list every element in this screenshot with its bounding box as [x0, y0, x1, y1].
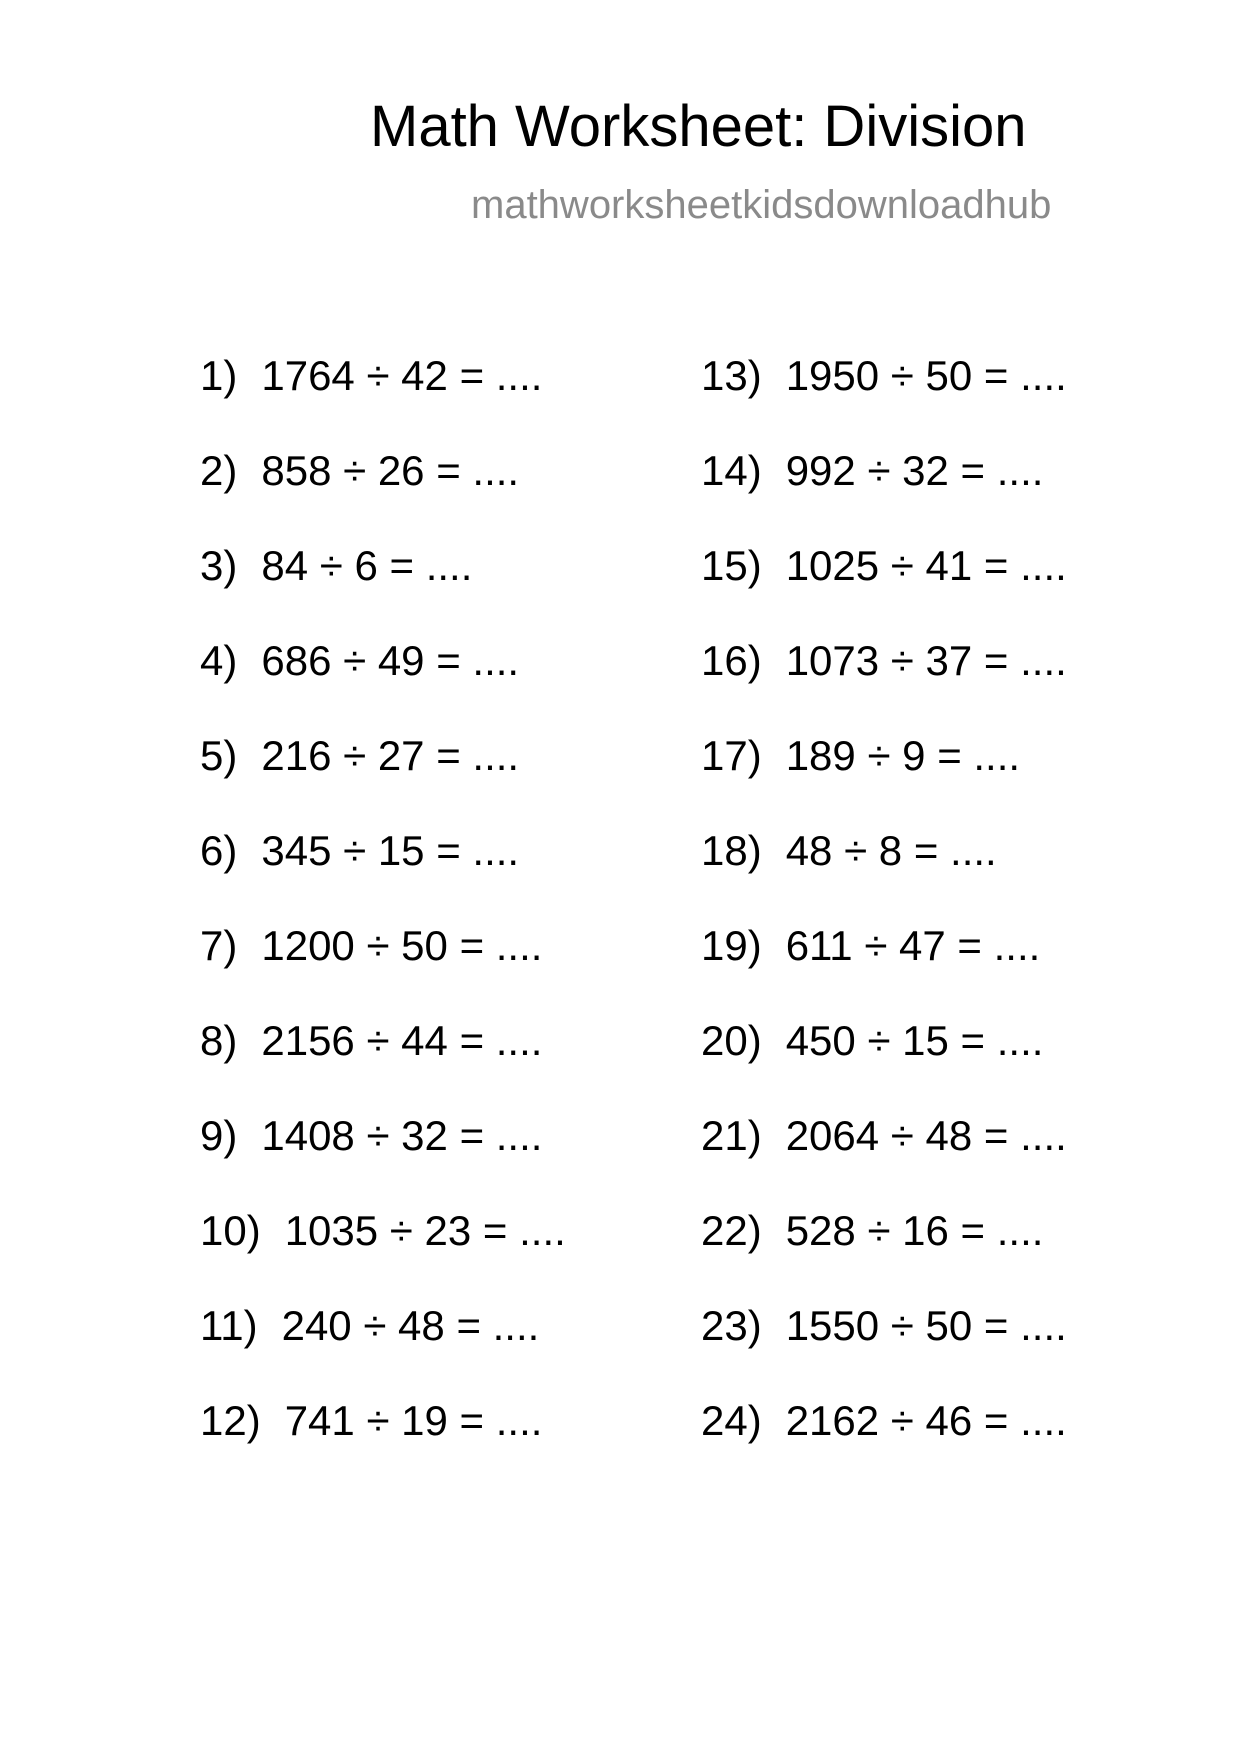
problem-item — [701, 447, 1067, 542]
problem-number: 3) — [200, 542, 238, 589]
problem-expression: 1550 ÷ 50 = .... — [785, 1302, 1067, 1349]
problem-number: 23) — [701, 1302, 762, 1349]
problem-number: 4) — [200, 637, 238, 684]
problem-item — [200, 352, 566, 447]
problem-item — [200, 1017, 566, 1112]
problem-expression: 1950 ÷ 50 = .... — [785, 352, 1067, 399]
problem-number: 15) — [701, 542, 762, 589]
problem-item — [200, 732, 566, 827]
problem-item — [701, 827, 1067, 922]
problem-item — [701, 352, 1067, 447]
problem-expression: 1764 ÷ 42 = .... — [261, 352, 543, 399]
problem-expression: 345 ÷ 15 = .... — [261, 827, 520, 874]
problem-item — [701, 922, 1067, 1017]
problem-item — [200, 827, 566, 922]
problem-column-left — [200, 352, 566, 1492]
problem-expression: 992 ÷ 32 = .... — [785, 447, 1044, 494]
problem-number: 8) — [200, 1017, 238, 1064]
problem-number: 21) — [701, 1112, 762, 1159]
problem-item — [701, 732, 1067, 827]
problem-number: 10) — [200, 1207, 261, 1254]
problem-expression: 1025 ÷ 41 = .... — [785, 542, 1067, 589]
problem-column-right — [701, 352, 1067, 1492]
problem-number: 18) — [701, 827, 762, 874]
problem-item — [200, 1207, 566, 1302]
page-title: Math Worksheet: Division — [370, 94, 1027, 159]
problem-item — [200, 1112, 566, 1207]
problem-expression: 528 ÷ 16 = .... — [785, 1207, 1044, 1254]
problem-expression: 48 ÷ 8 = .... — [785, 827, 997, 874]
problem-item — [701, 1302, 1067, 1397]
problem-expression: 216 ÷ 27 = .... — [261, 732, 520, 779]
problem-number: 5) — [200, 732, 238, 779]
problem-number: 1) — [200, 352, 238, 399]
problem-item — [200, 637, 566, 732]
problem-number: 7) — [200, 922, 238, 969]
problem-number: 11) — [200, 1302, 258, 1349]
problem-expression: 1200 ÷ 50 = .... — [261, 922, 543, 969]
problem-expression: 189 ÷ 9 = .... — [785, 732, 1021, 779]
problem-expression: 84 ÷ 6 = .... — [261, 542, 473, 589]
problem-expression: 611 ÷ 47 = .... — [785, 922, 1041, 969]
problem-expression: 1073 ÷ 37 = .... — [785, 637, 1067, 684]
problem-expression: 1035 ÷ 23 = .... — [284, 1207, 566, 1254]
problem-item — [200, 1302, 566, 1397]
problem-item — [200, 447, 566, 542]
problem-number: 24) — [701, 1397, 762, 1444]
problem-number: 14) — [701, 447, 762, 494]
problem-expression: 1408 ÷ 32 = .... — [261, 1112, 543, 1159]
problem-expression: 2156 ÷ 44 = .... — [261, 1017, 543, 1064]
problem-number: 12) — [200, 1397, 261, 1444]
problem-item — [701, 1017, 1067, 1112]
problem-item — [701, 637, 1067, 732]
problem-number: 19) — [701, 922, 762, 969]
problem-item — [701, 542, 1067, 637]
problem-number: 16) — [701, 637, 762, 684]
problem-number: 17) — [701, 732, 762, 779]
problem-item — [200, 542, 566, 637]
problem-number: 6) — [200, 827, 238, 874]
problem-number: 2) — [200, 447, 238, 494]
problem-expression: 741 ÷ 19 = .... — [284, 1397, 543, 1444]
problem-number: 9) — [200, 1112, 238, 1159]
problem-item — [701, 1207, 1067, 1302]
problem-expression: 240 ÷ 48 = .... — [281, 1302, 540, 1349]
problem-item — [200, 922, 566, 1017]
problem-expression: 2064 ÷ 48 = .... — [785, 1112, 1067, 1159]
problem-expression: 858 ÷ 26 = .... — [261, 447, 520, 494]
problem-number: 22) — [701, 1207, 762, 1254]
problem-number: 20) — [701, 1017, 762, 1064]
source-watermark: mathworksheetkidsdownloadhub — [471, 183, 1052, 227]
problem-item — [701, 1112, 1067, 1207]
problem-item — [200, 1397, 566, 1492]
problem-expression: 686 ÷ 49 = .... — [261, 637, 520, 684]
problem-number: 13) — [701, 352, 762, 399]
problem-expression: 450 ÷ 15 = .... — [785, 1017, 1044, 1064]
problem-expression: 2162 ÷ 46 = .... — [785, 1397, 1067, 1444]
problem-item — [701, 1397, 1067, 1492]
